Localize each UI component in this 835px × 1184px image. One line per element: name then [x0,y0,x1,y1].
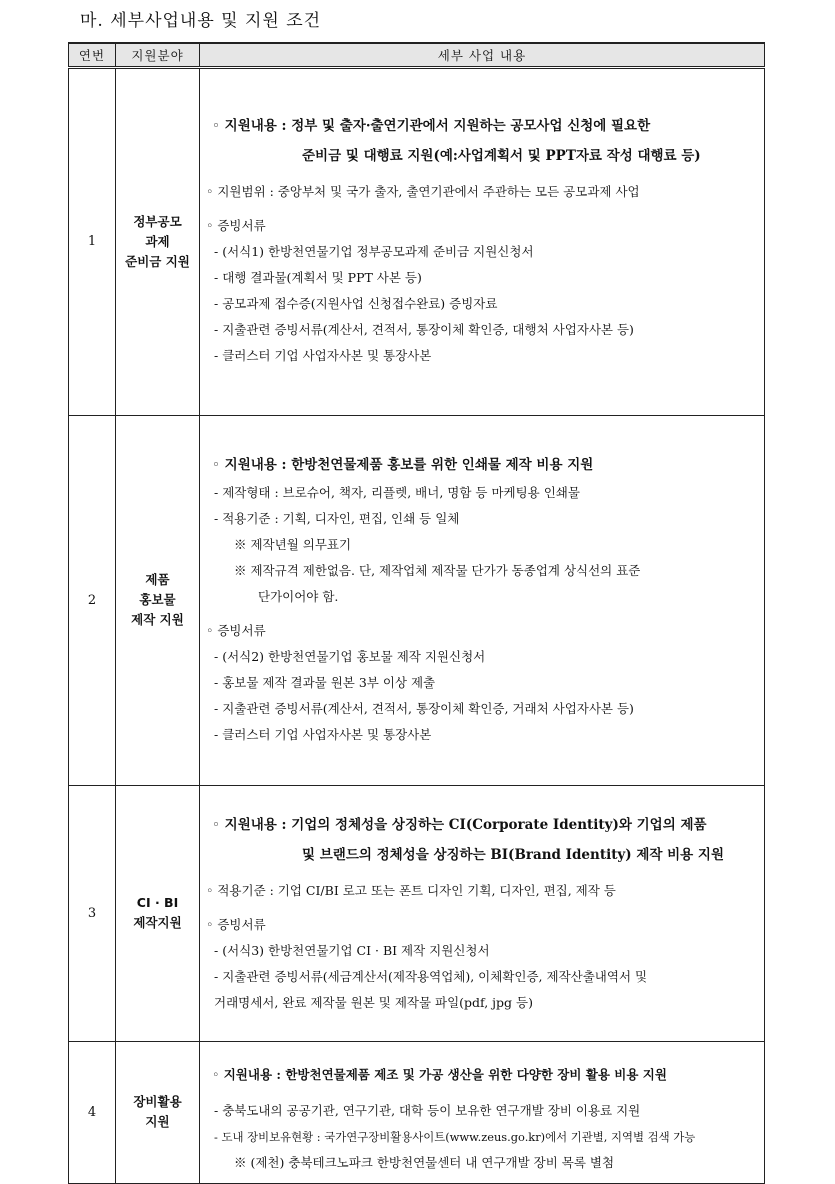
support-field-line: CI · BI [136,895,179,910]
row-number: 3 [69,785,116,1041]
support-conditions-table [68,42,765,1184]
support-scope: ◦ 적용기준 : 기업 CI/BI 로고 또는 폰트 디자인 기획, 디자인, 편집, 제작 등 [206,882,616,898]
doc-item: - (서식1) 한방천연물기업 정부공모과제 준비금 지원신청서 [214,243,534,259]
detail-item: - 제작형태 : 브로슈어, 책자, 리플렛, 배너, 명함 등 마케팅용 인쇄물 [214,484,580,500]
doc-item: - 지출관련 증빙서류(세금계산서(제작용역업체), 이체확인증, 제작산출내역서 및 [214,968,648,984]
detail-content [200,415,765,785]
support-content-main: ◦ 지원내용 : 한방천연물제품 홍보를 위한 인쇄물 제작 비용 지원 [212,456,594,473]
row-number: 4 [69,1041,116,1183]
docs-title: ◦ 증빙서류 [206,622,266,638]
detail-item: - 충북도내의 공공기관, 연구기관, 대학 등이 보유한 연구개발 장비 이용료 지원 [214,1102,641,1118]
doc-item: - 공모과제 접수증(지원사업 신청접수완료) 증빙자료 [214,295,498,311]
support-content-main-cont: 및 브랜드의 정체성을 상징하는 BI(Brand Identity) 제작 비용 지원 [302,846,725,863]
header-field: 지원분야 [116,43,200,67]
doc-item: - 지출관련 증빙서류(계산서, 견적서, 통장이체 확인증, 대행처 사업자사본 등) [214,321,634,337]
support-field [116,67,200,415]
table-row [69,785,765,1041]
doc-item: - (서식3) 한방천연물기업 CI · BI 제작 지원신청서 [214,942,490,958]
support-content-main: ◦ 지원내용 : 기업의 정체성을 상징하는 CI(Corporate Identity)와 기업의 제품 [212,816,707,833]
support-content-main: ◦ 지원내용 : 한방천연물제품 제조 및 가공 생산을 위한 다양한 장비 활용 비용 지원 [212,1066,667,1082]
support-field-line: 홍보물 [139,592,176,607]
support-content-main-cont: 준비금 및 대행료 지원(예:사업계획서 및 PPT자료 작성 대행료 등) [302,147,701,164]
support-field-line: 지원 [145,1114,170,1129]
doc-item: - 지출관련 증빙서류(계산서, 견적서, 통장이체 확인증, 거래처 사업자사본 등) [214,700,634,716]
note-item: ※ (제천) 충북테크노파크 한방천연물센터 내 연구개발 장비 목록 별첨 [234,1154,615,1170]
doc-item: - 대행 결과물(계획서 및 PPT 사본 등) [214,269,422,285]
support-field-line: 정부공모 [133,213,182,229]
doc-item: - 홍보물 제작 결과물 원본 3부 이상 제출 [214,674,436,690]
detail-item: - 적용기준 : 기획, 디자인, 편집, 인쇄 등 일체 [214,510,460,526]
header-detail: 세부 사업 내용 [200,43,765,67]
support-field-line: 과제 [145,233,170,249]
support-field-line: 제작지원 [133,915,182,930]
support-content-main: ◦ 지원내용 : 정부 및 출자·출연기관에서 지원하는 공모사업 신청에 필요한 [212,117,651,134]
table-row [69,67,765,415]
section-heading: 마. 세부사업내용 및 지원 조건 [80,11,322,31]
detail-content [200,67,765,415]
doc-item: - (서식2) 한방천연물기업 홍보물 제작 지원신청서 [214,648,486,664]
docs-title: ◦ 증빙서류 [206,916,266,932]
note-item: ※ 제작규격 제한없음. 단, 제작업체 제작물 단가가 동종업계 상식선의 표준 [234,562,641,578]
support-field-line: 제작 지원 [131,612,184,627]
docs-title: ◦ 증빙서류 [206,217,266,233]
table-row [69,415,765,785]
detail-content [200,785,765,1041]
header-number: 연번 [69,43,116,67]
detail-content [200,1041,765,1183]
support-field [116,1041,200,1183]
note-item: ※ 제작년월 의무표기 [234,536,352,552]
support-field-line: 장비활용 [133,1094,182,1109]
support-scope: ◦ 지원범위 : 중앙부처 및 국가 출자, 출연기관에서 주관하는 모든 공모과제 사업 [206,183,640,199]
table-header-row [69,43,765,67]
doc-item: - 클러스터 기업 사업자사본 및 통장사본 [214,726,432,742]
support-field-line: 제품 [145,572,170,587]
row-number: 2 [69,415,116,785]
support-field [116,415,200,785]
support-field [116,785,200,1041]
detail-item: - 도내 장비보유현황 : 국가연구장비활용사이트(www.zeus.go.kr)에서 기관별, 지역별 검색 가능 [214,1129,696,1144]
row-number: 1 [69,67,116,415]
note-item-cont: 단가이어야 함. [258,588,339,604]
table-row [69,1041,765,1183]
doc-item: 거래명세서, 완료 제작물 원본 및 제작물 파일(pdf, jpg 등) [214,994,533,1010]
doc-item: - 클러스터 기업 사업자사본 및 통장사본 [214,347,432,363]
support-field-line: 준비금 지원 [125,253,190,269]
